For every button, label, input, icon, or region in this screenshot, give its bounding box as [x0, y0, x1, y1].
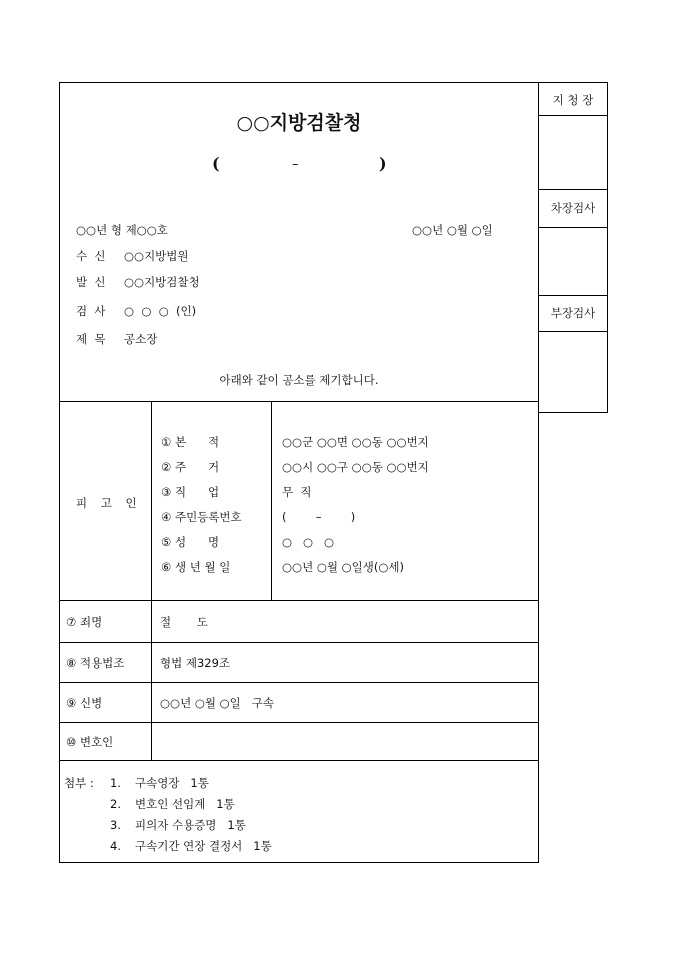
charge-value: 절 도	[160, 615, 208, 629]
label-column-divider	[151, 401, 152, 760]
document-number: ○○년 형 제○○호	[76, 223, 168, 237]
defendant-label: 피 고 인	[76, 496, 142, 510]
approval-right-border	[607, 82, 608, 413]
sender-value: ○○지방검찰청	[124, 275, 200, 289]
section-divider	[59, 600, 539, 601]
approval-division-label: 부장검사	[550, 306, 596, 320]
case-number-dash: –	[292, 157, 299, 172]
charge-label: ⑦ 죄명	[66, 615, 103, 629]
approval-divider	[538, 412, 608, 413]
case-number-open: (	[212, 154, 220, 173]
defendant-field-value: ○○시 ○○구 ○○동 ○○번지	[282, 460, 429, 474]
attachment-item: 구속영장 1통	[135, 776, 209, 790]
approval-divider	[538, 295, 608, 296]
top-border	[59, 82, 608, 83]
prosecutor-label: 검 사	[76, 304, 106, 318]
case-number-close: )	[379, 154, 387, 173]
attachment-item: 변호인 선임계 1통	[135, 797, 235, 811]
defendant-field-value: ○○군 ○○면 ○○동 ○○번지	[282, 435, 429, 449]
section-divider	[59, 760, 539, 761]
approval-divider	[538, 189, 608, 190]
defendant-field-label: ③ 직 업	[161, 485, 220, 499]
defendant-field-label: ④ 주민등록번호	[161, 510, 242, 524]
defendant-field-label: ⑤ 성 명	[161, 535, 220, 549]
attachment-number: 2.	[110, 797, 121, 811]
custody-value: ○○년 ○월 ○일 구속	[160, 696, 274, 710]
defendant-field-value: ○ ○ ○	[282, 535, 335, 549]
recipient-value: ○○지방법원	[124, 249, 189, 263]
section-divider	[59, 642, 539, 643]
body-text: 아래와 같이 공소를 제기합니다.	[219, 373, 379, 387]
subject-value: 공소장	[124, 332, 158, 346]
defendant-field-value: ( – )	[282, 510, 356, 524]
approval-chief-label: 지 청 장	[552, 93, 594, 107]
sender-label: 발 신	[76, 275, 106, 289]
defendant-field-value: ○○년 ○월 ○일생(○세)	[282, 560, 405, 574]
attachments-label: 첨부 :	[64, 776, 98, 790]
applicable-law-label: ⑧ 적용법조	[66, 656, 125, 670]
custody-label: ⑨ 신병	[66, 696, 103, 710]
attachment-item: 구속기간 연장 결정서 1통	[135, 839, 272, 853]
section-divider	[59, 401, 539, 402]
prosecutor-value: ○ ○ ○ (인)	[124, 304, 197, 318]
subject-label: 제 목	[76, 332, 106, 346]
defendant-field-value: 무 직	[282, 485, 312, 499]
section-divider	[59, 722, 539, 723]
page-title: ○○지방검찰청	[236, 112, 362, 134]
attachment-item: 피의자 수용증명 1통	[135, 818, 246, 832]
left-border	[59, 82, 60, 863]
defense-counsel-label: ⑩ 변호인	[66, 735, 114, 749]
attachment-number: 3.	[110, 818, 121, 832]
approval-deputy-label: 차장검사	[550, 201, 596, 215]
main-right-border	[538, 82, 539, 863]
defendant-column-divider	[271, 401, 272, 600]
approval-divider	[538, 331, 608, 332]
recipient-label: 수 신	[76, 249, 106, 263]
section-divider	[59, 682, 539, 683]
approval-divider	[538, 227, 608, 228]
applicable-law-value: 형법 제329조	[160, 656, 231, 670]
defendant-field-label: ⑥ 생 년 월 일	[161, 560, 231, 574]
defendant-field-label: ① 본 적	[161, 435, 220, 449]
attachment-number: 1.	[110, 776, 121, 790]
bottom-border	[59, 862, 539, 863]
defendant-field-label: ② 주 거	[161, 460, 220, 474]
document-date: ○○년 ○월 ○일	[412, 223, 493, 237]
attachment-number: 4.	[110, 839, 121, 853]
